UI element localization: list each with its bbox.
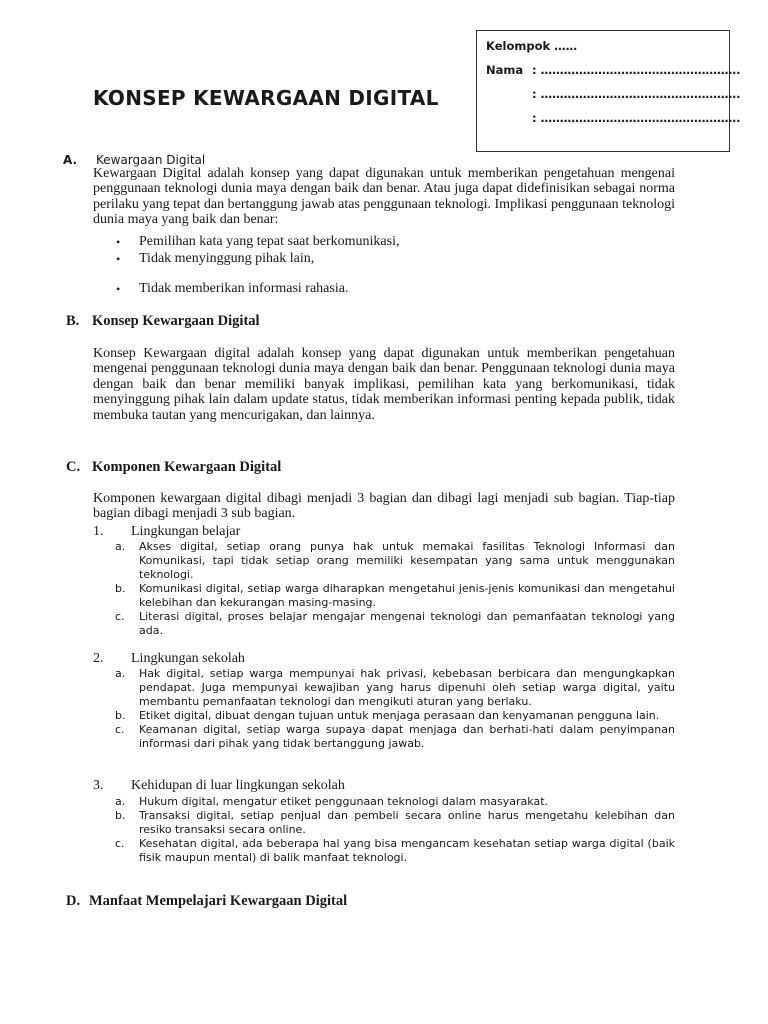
section-b-title: Konsep Kewargaan Digital — [92, 313, 260, 329]
nama-line-2: : ……………………………………………. — [532, 87, 741, 101]
section-d-heading — [66, 893, 347, 910]
sub-text: Etiket digital, dibuat dengan tujuan untuk menjaga perasaan dan kenyamanan pengguna lain. — [139, 709, 660, 722]
sub-letter: b. — [115, 582, 126, 595]
sub-text: Kesehatan digital, ada beberapa hal yang bisa mengancam kesehatan setiap warga digital (baik fisik maupun mental) di balik manfaat teknologi. — [139, 837, 675, 864]
nama-row-2 — [486, 87, 740, 101]
item-title: Kehidupan di luar lingkungan sekolah — [131, 778, 345, 793]
bullet-item: • Pemilihan kata yang tepat saat berkomunikasi, — [139, 234, 399, 250]
sub-text: Literasi digital, proses belajar mengajar mengenai teknologi dan pemanfaatan teknologi yang ada. — [139, 610, 675, 637]
bullet-item: • Tidak memberikan informasi rahasia. — [139, 281, 348, 297]
sub-letter: c. — [115, 837, 125, 850]
bullet-item: • Tidak menyinggung pihak lain, — [139, 251, 314, 267]
component-1-subs — [115, 540, 675, 638]
sub-text: Keamanan digital, setiap warga supaya dapat menjaga dan berhati-hati dalam penyimpanan informasi dari pihak yang tidak bertanggung jawab. — [139, 723, 675, 750]
nama-line-3: : ……………………………………………. — [532, 111, 741, 125]
component-item-3 — [93, 778, 345, 794]
item-title: Lingkungan sekolah — [131, 651, 245, 666]
nama-row-3 — [486, 111, 740, 125]
section-a-paragraph: Kewargaan Digital adalah konsep yang dapat digunakan untuk memberikan pengetahuan mengenai penggunaan teknologi dunia maya dengan baik dan benar. Atau juga dapat didefinisikan sebagai norma perilaku yang tepat dan bertanggung jawab atas penggunaan teknologi. Implikasi penggunaan teknologi dunia maya yang baik dan benar: — [93, 166, 675, 228]
nama-line-1: : ……………………………………………. — [532, 63, 741, 77]
item-title: Lingkungan belajar — [131, 524, 241, 539]
nama-row-1 — [486, 63, 740, 77]
sub-text: Komunikasi digital, setiap warga diharapkan mengetahui jenis-jenis komunikasi dan mengetahui kelebihan dan kekurangan masing-masing. — [139, 582, 675, 609]
section-a-title: Kewargaan Digital — [96, 153, 206, 167]
section-c-heading — [66, 459, 281, 476]
section-a-bullets — [139, 234, 679, 304]
item-number: 2. — [93, 651, 104, 666]
sub-letter: a. — [115, 795, 126, 808]
component-item-2 — [93, 651, 245, 667]
document-title: KONSEP KEWARGAAN DIGITAL — [93, 86, 439, 110]
section-d-title: Manfaat Mempelajari Kewargaan Digital — [89, 893, 348, 909]
section-c-letter: C. — [66, 459, 81, 475]
sub-letter: b. — [115, 709, 126, 722]
component-2-subs — [115, 667, 675, 751]
group-name-box — [476, 30, 741, 152]
component-3-subs — [115, 795, 675, 865]
component-item-1 — [93, 524, 240, 540]
item-number: 1. — [93, 524, 104, 539]
section-b-heading — [66, 313, 260, 330]
sub-letter: a. — [115, 540, 126, 553]
sub-text: Hukum digital, mengatur etiket penggunaan teknologi dalam masyarakat. — [139, 795, 549, 808]
item-number: 3. — [93, 778, 104, 793]
section-b-letter: B. — [66, 313, 80, 329]
section-a-letter: A. — [63, 153, 78, 167]
sub-letter: c. — [115, 723, 125, 736]
sub-text: Transaksi digital, setiap penjual dan pembeli secara online harus mengetahu kelebihan dan resiko transaksi secara online. — [139, 809, 675, 836]
sub-letter: c. — [115, 610, 125, 623]
sub-letter: b. — [115, 809, 126, 822]
section-b-paragraph: Konsep Kewargaan digital adalah konsep yang dapat digunakan untuk memberikan pengetahuan mengenai penggunaan teknologi dunia maya dengan baik dan benar. Penggunaan teknologi dunia maya dengan baik dan benar memiliki banyak implikasi, pemilihan kata yang berkomunikasi, tidak menyinggung pihak lain dalam update status, tidak memberikan informasi penting kepada publik, tidak membuka tautan yang mencurigakan, dan lainnya. — [93, 346, 675, 423]
sub-letter: a. — [115, 667, 126, 680]
section-c-title: Komponen Kewargaan Digital — [92, 459, 282, 475]
nama-label: Nama — [486, 63, 524, 77]
kelompok-label: Kelompok …… — [486, 39, 578, 53]
sub-text: Hak digital, setiap warga mempunyai hak privasi, kebebasan berbicara dan mengungkapkan pendapat. Juga mempunyai kewajiban yang harus dipenuhi oleh setiap warga digital, yaitu membantu pemanfaatan teknologi dan mengikuti aturan yang berlaku. — [139, 667, 675, 708]
section-d-letter: D. — [66, 893, 81, 909]
sub-text: Akses digital, setiap orang punya hak untuk memakai fasilitas Teknologi Informasi dan Komunikasi, tapi tidak setiap orang memiliki kesempatan yang sama untuk menggunakan teknologi. — [139, 540, 675, 581]
section-c-paragraph: Komponen kewargaan digital dibagi menjadi 3 bagian dan dibagi lagi menjadi sub bagian. Tiap-tiap bagian dibagi menjadi 3 sub bagian. — [93, 491, 675, 522]
